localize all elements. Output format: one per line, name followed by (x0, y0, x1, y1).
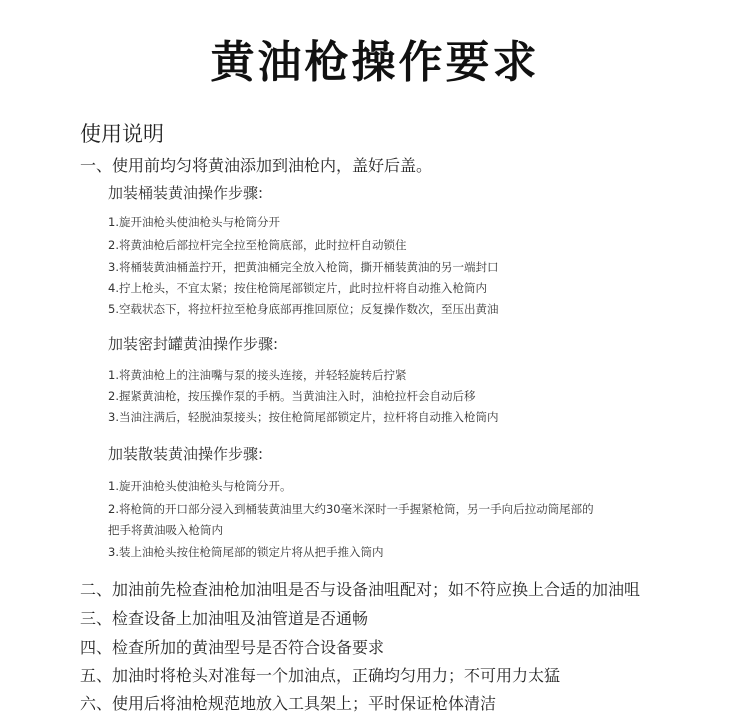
instruction-4: 四、检查所加的黄油型号是否符合设备要求 (80, 638, 385, 657)
step-item: 2.握紧黄油枪，按压操作泵的手柄。当黄油注入时，油枪拉杆会自动后移 (108, 389, 476, 403)
step-item: 3.当油注满后，轻脱油泵接头；按住枪筒尾部锁定片，拉杆将自动推入枪筒内 (108, 410, 499, 424)
instruction-3: 三、检查设备上加油咀及油管道是否通畅 (80, 609, 369, 628)
instruction-5: 五、加油时将枪头对准每一个加油点，正确均匀用力；不可用力太猛 (80, 666, 561, 685)
step-item: 2.将黄油枪后部拉杆完全拉至枪筒底部，此时拉杆自动锁住 (108, 238, 407, 252)
group-heading-barrel: 加装桶装黄油操作步骤: (108, 184, 264, 202)
step-item: 3.将桶装黄油桶盖拧开，把黄油桶完全放入枪筒，撕开桶装黄油的另一端封口 (108, 260, 499, 274)
step-item: 1.将黄油枪上的注油嘴与泵的接头连接，并轻轻旋转后拧紧 (108, 368, 407, 382)
step-item: 1.旋开油枪头使油枪头与枪筒分开 (108, 215, 280, 229)
step-item: 把手将黄油吸入枪筒内 (108, 523, 223, 537)
step-item: 3.装上油枪头按住枪筒尾部的锁定片将从把手推入筒内 (108, 545, 384, 559)
step-item: 5.空载状态下，将拉杆拉至枪身底部再推回原位；反复操作数次，至压出黄油 (108, 302, 499, 316)
instruction-2: 二、加油前先检查油枪加油咀是否与设备油咀配对；如不符应换上合适的加油咀 (80, 580, 641, 599)
step-item: 1.旋开油枪头使油枪头与枪筒分开。 (108, 479, 292, 493)
step-item: 2.将枪筒的开口部分浸入到桶装黄油里大约30毫米深时一手握紧枪筒，另一手向后拉动筒尾部的 (108, 502, 594, 516)
instruction-6: 六、使用后将油枪规范地放入工具架上；平时保证枪体清洁 (80, 694, 497, 713)
section-title: 使用说明 (80, 122, 164, 146)
page-title: 黄油枪操作要求 (210, 37, 540, 88)
step-item: 4.拧上枪头，不宜太紧；按住枪筒尾部锁定片，此时拉杆将自动推入枪筒内 (108, 281, 487, 295)
group-heading-sealed: 加装密封罐黄油操作步骤: (108, 335, 279, 353)
instruction-1: 一、使用前均匀将黄油添加到油枪内，盖好后盖。 (80, 156, 433, 175)
group-heading-bulk: 加装散装黄油操作步骤: (108, 445, 264, 463)
